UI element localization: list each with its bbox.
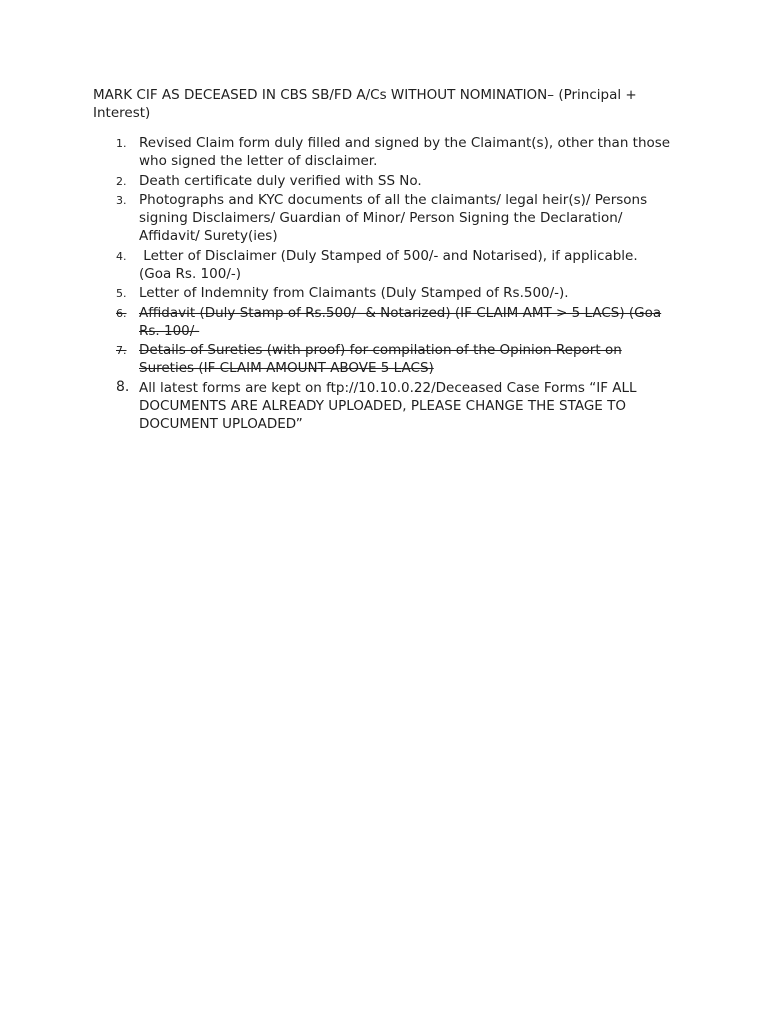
list-item-text: Death certificate duly verified with SS No. [139,172,422,189]
list-item-5 [0,284,674,302]
list-item-text: Affidavit (Duly Stamp of Rs.500/- & Notarized) (IF CLAIM AMT > 5 LACS) (Goa Rs. 100/- [139,304,662,339]
document-title: MARK CIF AS DECEASED IN CBS SB/FD A/Cs WITHOUT NOMINATION– (Principal + Interest) [93,87,637,121]
list-item-6 [0,304,674,340]
list-item-8 [0,379,674,433]
list-item-number: 8. [116,378,130,395]
list-item-text: Revised Claim form duly filled and signed by the Claimant(s), other than those who signed the letter of disclaimer. [139,135,671,169]
list-item-text: Details of Sureties (with proof) for compilation of the Opinion Report on Sureties (IF CLAIM AMOUNT ABOVE 5 LACS) [139,342,622,376]
list-item-text: All latest forms are kept on ftp://10.10.0.22/Deceased Case Forms “IF ALL DOCUMENTS ARE ALREADY UPLOADED, PLEASE CHANGE THE STAGE TO DOCUMENT UPLOADED” [139,379,637,432]
list-item-1 [0,134,674,170]
list-item-2 [0,172,674,190]
list-item-number: 4. [116,249,127,263]
list-item-number: 2. [116,174,127,188]
list-item-number: 6. [116,306,127,320]
list-item-7 [0,341,674,377]
list-item-number: 7. [116,344,127,357]
list-item-text: Letter of Disclaimer (Duly Stamped of 500/- and Notarised), if applicable. (Goa Rs. 100/-) [139,247,638,282]
list-item-number: 3. [116,194,127,207]
list-item-text: Photographs and KYC documents of all the claimants/ legal heir(s)/ Persons signing Disclaimers/ Guardian of Minor/ Person Signing the Declaration/ Affidavit/ Surety(ies) [139,192,648,244]
list-item-number: 5. [116,287,127,300]
list-item-4 [0,247,674,283]
list-item-3 [0,191,674,245]
list-item-text: Letter of Indemnity from Claimants (Duly Stamped of Rs.500/-). [139,285,569,301]
requirements-list [0,134,768,434]
list-item-number: 1. [116,137,127,150]
